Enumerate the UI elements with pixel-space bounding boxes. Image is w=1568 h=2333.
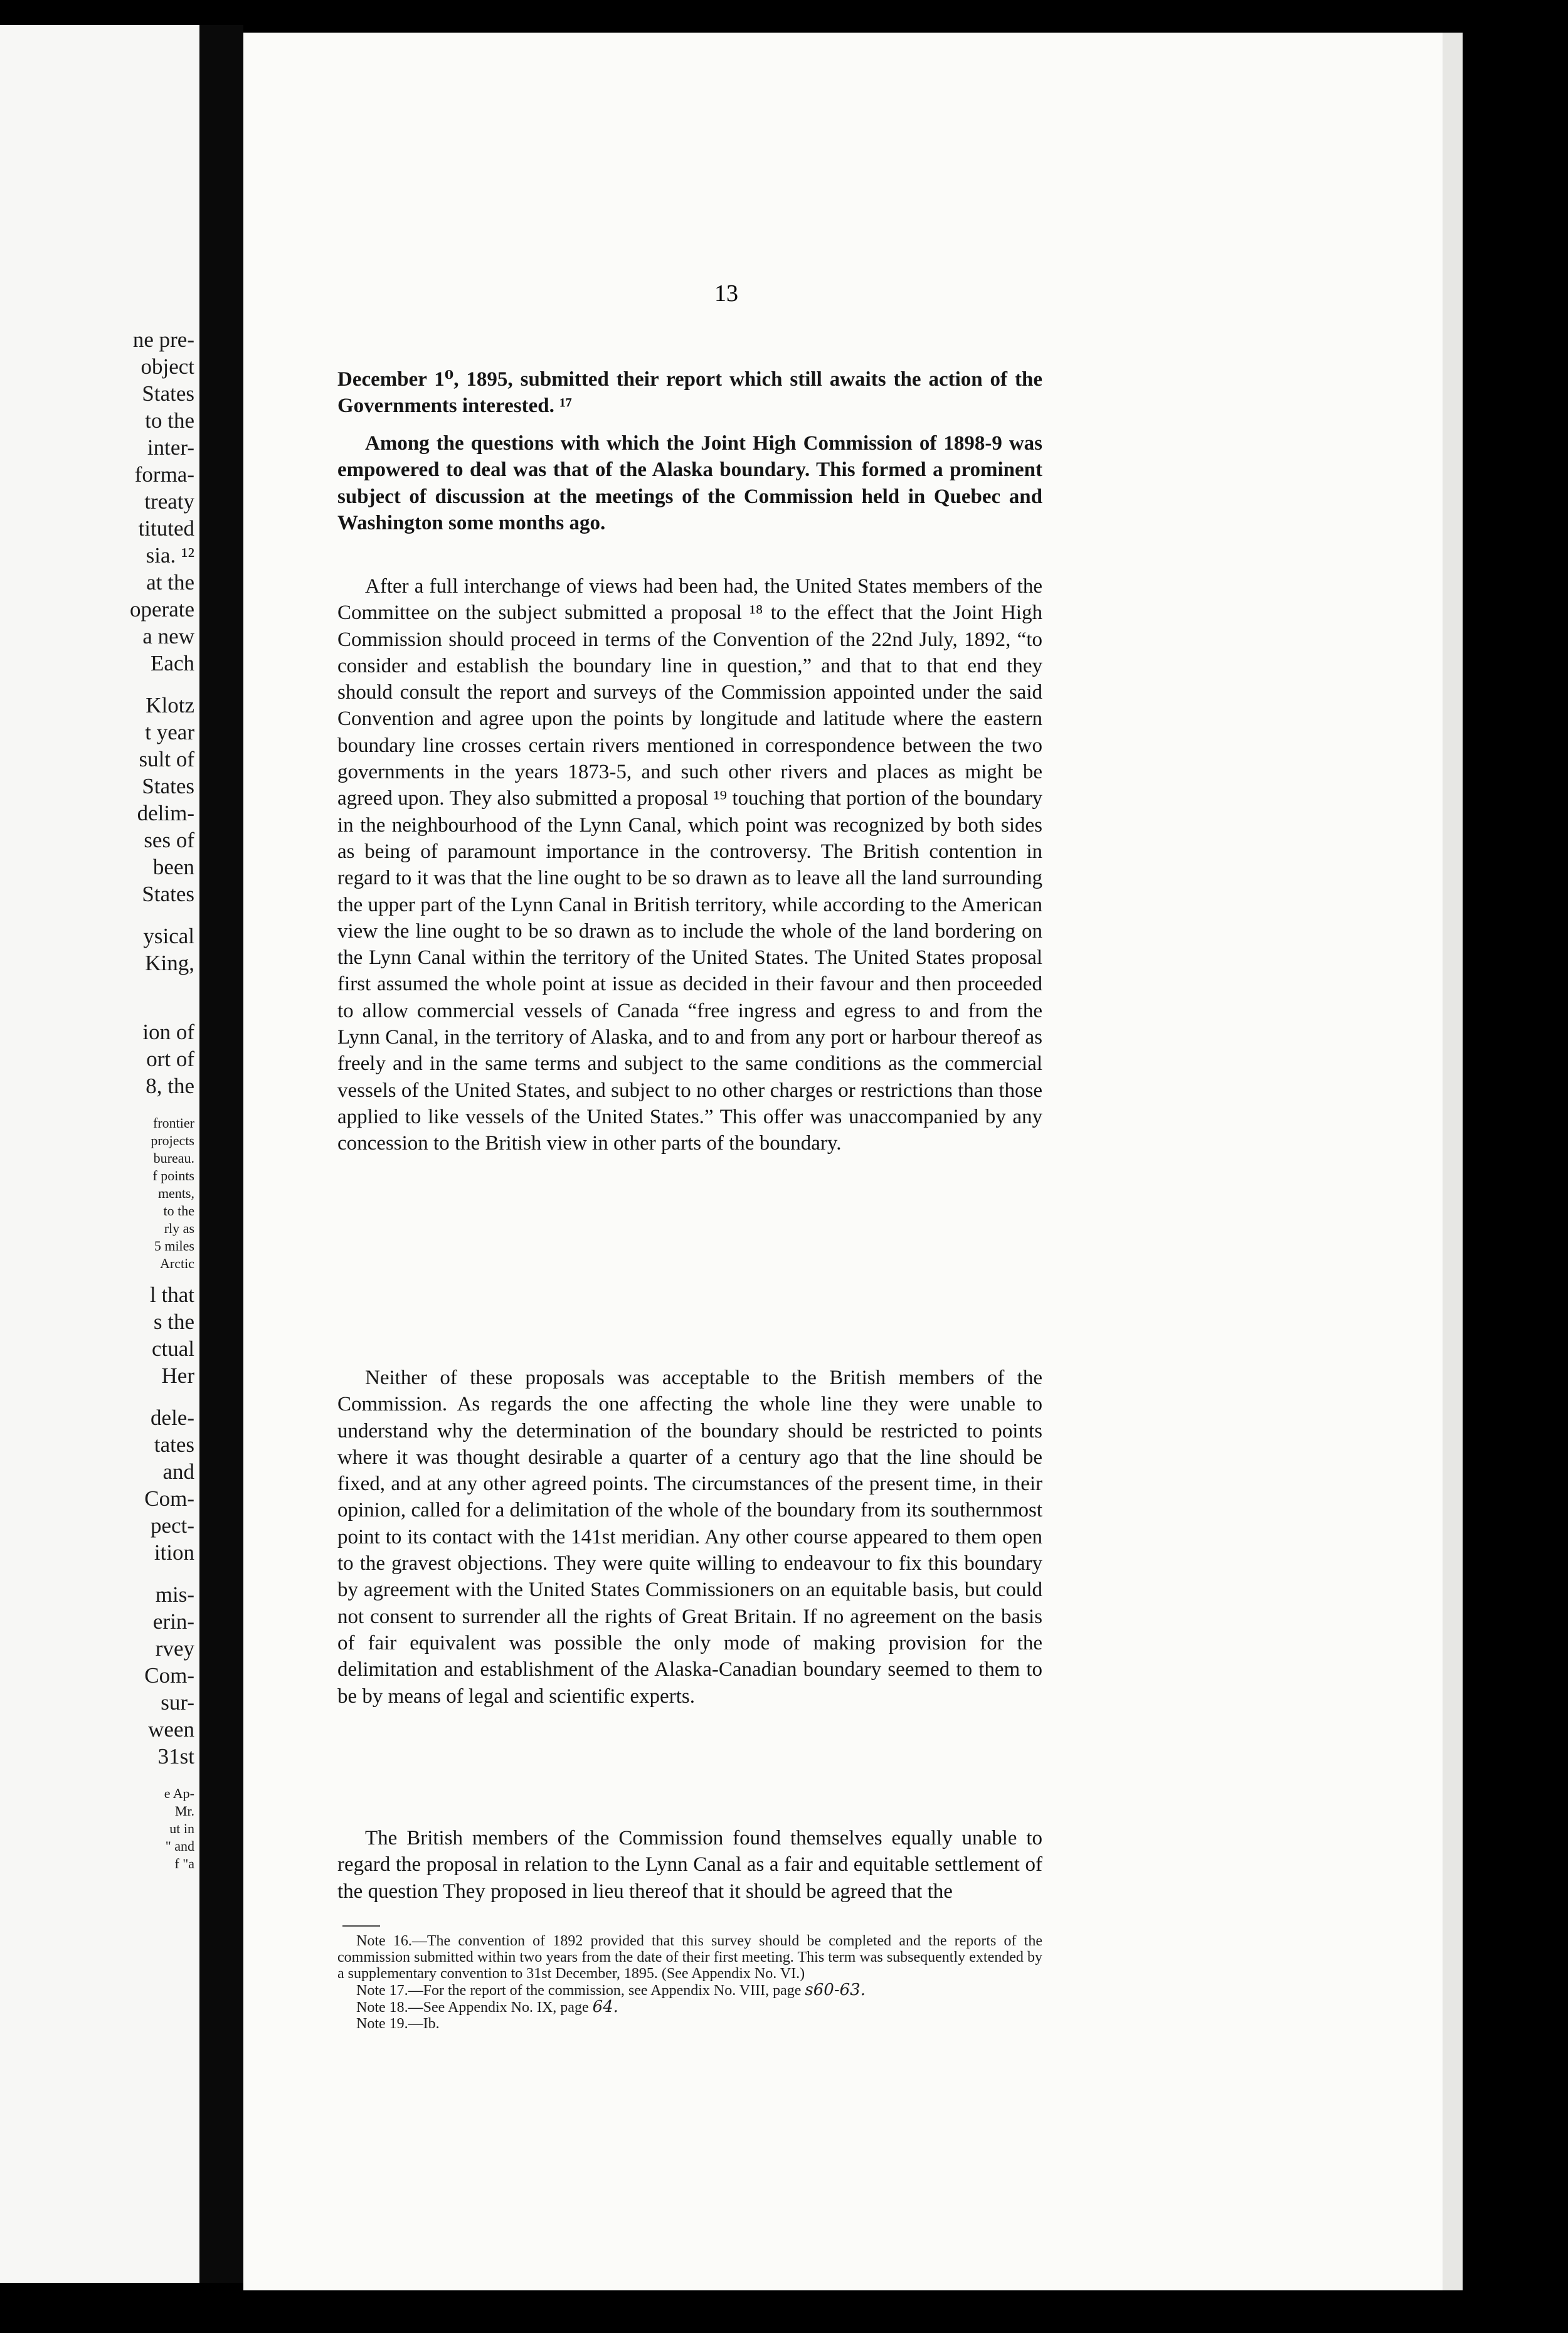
left-page-line: f points [152,1168,194,1183]
left-page-line: and [162,1459,194,1484]
left-page-line: sur- [161,1690,194,1715]
left-page-line: Arctic [160,1256,194,1271]
footnote-19: Note 19.—Ib. [356,2016,440,2032]
left-page-line: a new [142,624,194,648]
left-page-gap [63,1003,194,1018]
handwritten-page-ref: s60-63. [805,1981,866,1999]
left-page-line: ctual [151,1336,194,1361]
left-page-line: l that [150,1283,194,1307]
footnotes [337,1933,1042,2032]
left-page-line: e Ap- [164,1785,194,1801]
left-page-line: ition [154,1540,194,1565]
page-edge-shadow [1443,33,1463,2290]
left-page-line [63,976,194,1003]
left-page-gap [63,1272,194,1281]
left-page-line: ort of [146,1047,194,1071]
left-page-line: delim- [137,801,194,825]
left-page-line: ion of [142,1020,194,1044]
left-facing-page [0,25,199,2283]
paragraph-british-response [337,1365,1042,1710]
left-page-line: States [142,381,194,406]
footnote-18-text: Note 18.—See Appendix No. IX, page [356,1999,589,2016]
left-page-line: treaty [144,489,194,514]
footnote-rule [342,1925,380,1927]
left-page-line: sult of [139,747,194,771]
document-page [243,33,1443,2290]
left-page-line: ut in [169,1821,194,1836]
paragraph-alaska-boundary [337,430,1042,536]
left-page-line: bureau. [153,1150,194,1166]
left-page-line: object [140,354,194,379]
left-page-line: mis- [155,1582,194,1607]
left-page-line: " and [165,1838,194,1854]
paragraph-text: After a full interchange of views had been had, the United States members of the Committee on the subject submitted a proposal ¹⁸ to the effect that the Joint High Commission should proceed in terms of the Convention of the 22nd July, 1892, “to consider and establish the boundary line in question,” and that to that end they should consult the report and surveys of the Commission appointed under the said Convention and agree upon the points by longitude and latitude where the eastern boundary line crosses certain rivers mentioned in correspondence between the two governments in the years 1873-5, and such other rivers and places as might be agreed upon. They also submitted a proposal ¹⁹ touching that portion of the boundary in the neighbourhood of the Lynn Canal, which point was recognized by both sides as being of paramount importance in the controversy. The British contention in regard to it was that the line ought to be so drawn as to leave all the land surrounding the upper part of the Lynn Canal in British territory, while according to the American view the line ought to be so drawn as to include the whole of the land bordering on the Lynn Canal within the territory of the United States. The United States proposal first assumed the whole point at issue as decided in their favour and then proceeded to allow commercial vessels of Canada “free ingress and egress to and from the Lynn Canal, in the territory of Alaska, and to and from any port or harbour thereof as freely and in the same terms and subject to the same conditions as the commercial vessels of the United States, and subject to no other charges or restrictions than those applied to like vessels of the United States.” This offer was unaccompanied by any concession to the British view in other parts of the boundary. [337,575,1042,1155]
footnote-16: Note 16.—The convention of 1892 provided that this survey should be completed and the reports of the commission submitted within two years from the date of their first meeting. This term was subsequently extended by a supplementary convention to 31st December, 1895. (See Appendix No. VI.) [337,1933,1042,1982]
page-number: 13 [714,280,738,307]
paragraph-lynn-canal [337,1825,1042,1905]
left-page-line: rvey [155,1636,194,1661]
left-page-gap [63,907,194,923]
left-page-line: States [142,882,194,906]
left-page-gap [63,1389,194,1404]
left-page-line: ne pre- [132,327,194,352]
left-page-line: ments, [157,1185,194,1201]
left-page-line: Com- [144,1663,194,1688]
left-page-line: dele- [151,1405,194,1430]
paragraph-text: Neither of these proposals was acceptable to the British members of the Commission. As regards the one affecting the whole line they were unable to understand why the determination of the boundary should be restricted to points where it was thought desirable a quarter of a century ago that the line should be fixed, and at any other agreed points. The circumstances of the present time, in their opinion, called for a delimitation of the whole of the boundary from its southernmost point to its contact with the 141st meridian. Any other course appeared to them open to the gravest objections. They were quite willing to endeavour to fix this boundary by agreement with the United States Commissioners on an equitable basis, but could not consent to surrender all the rights of Great Britain. If no agreement on the basis of fair equivalent was possible the only mode of making provision for the delimitation and establishment of the Alaska-Canadian boundary seemed to them to be by means of legal and scientific experts. [337,1367,1042,1708]
left-page-gap [63,1099,194,1114]
left-page-gap [63,1566,194,1581]
left-page-line: tates [154,1432,194,1457]
left-page-text [63,326,194,1881]
left-page-line: rly as [164,1220,194,1236]
left-page-line: 5 miles [154,1238,194,1254]
left-page-line: to the [163,1203,194,1219]
left-page-line: tituted [138,516,194,541]
footnote-17 [337,1982,1042,1999]
left-page-gap [63,677,194,692]
left-page-line: at the [146,570,194,595]
paragraph-text: The British members of the Commission found themselves equally unable to regard the proposal in relation to the Lynn Canal as a fair and equitable settlement of the question They proposed in lieu thereof that it should be agreed that the [337,1827,1042,1903]
paragraph-text: Among the questions with which the Joint High Commission of 1898-9 was empowered to deal was that of the Alaska boundary. This formed a prominent subject of discussion at the meetings of the Commission held in Quebec and Washington some months ago. [337,432,1042,534]
paragraph-continuation [337,366,1042,420]
left-page-line: f "a [174,1856,194,1871]
left-page-line: t year [145,720,194,744]
left-page-line: operate [130,597,194,622]
handwritten-page-ref: 64. [592,1997,618,2016]
left-page-line: King, [145,951,194,975]
left-page-line: Kl⁠otz [146,693,194,717]
left-page-line: Her [161,1363,194,1388]
left-page-line: Each [151,651,194,675]
left-page-line: ses of [144,828,194,852]
left-page-gap [63,1873,194,1881]
left-page-line: 8, the [146,1074,194,1098]
left-page-line: sia. ¹² [146,543,194,568]
left-page-line: been [152,855,194,879]
left-page-line: States [142,774,194,798]
left-page-line: to the [145,408,194,433]
left-page-line: Com- [144,1486,194,1511]
left-page-line: ysical [143,924,194,948]
footnote-17-text: Note 17.—For the report of the commission, see Appendix No. VIII, page [356,1982,802,1999]
left-page-line: s the [153,1309,194,1334]
left-page-line: pect- [151,1513,194,1538]
left-page-line: erin- [152,1609,194,1634]
page-gutter [199,25,243,2283]
left-page-line: 31st [157,1744,194,1769]
left-page-line: frontier [153,1115,194,1131]
left-page-line: ween [148,1717,194,1742]
paragraph-us-proposal [337,573,1042,1157]
left-page-gap [63,1770,194,1785]
paragraph-text: December 1⁰, 1895, submitted their report which still awaits the action of the Governments interested. ¹⁷ [337,368,1042,418]
left-page-line: forma- [134,462,194,487]
left-page-line: projects [151,1133,194,1148]
left-page-line: inter- [147,435,194,460]
left-page-line: Mr. [174,1803,194,1819]
footnote-18 [337,1999,1042,2016]
